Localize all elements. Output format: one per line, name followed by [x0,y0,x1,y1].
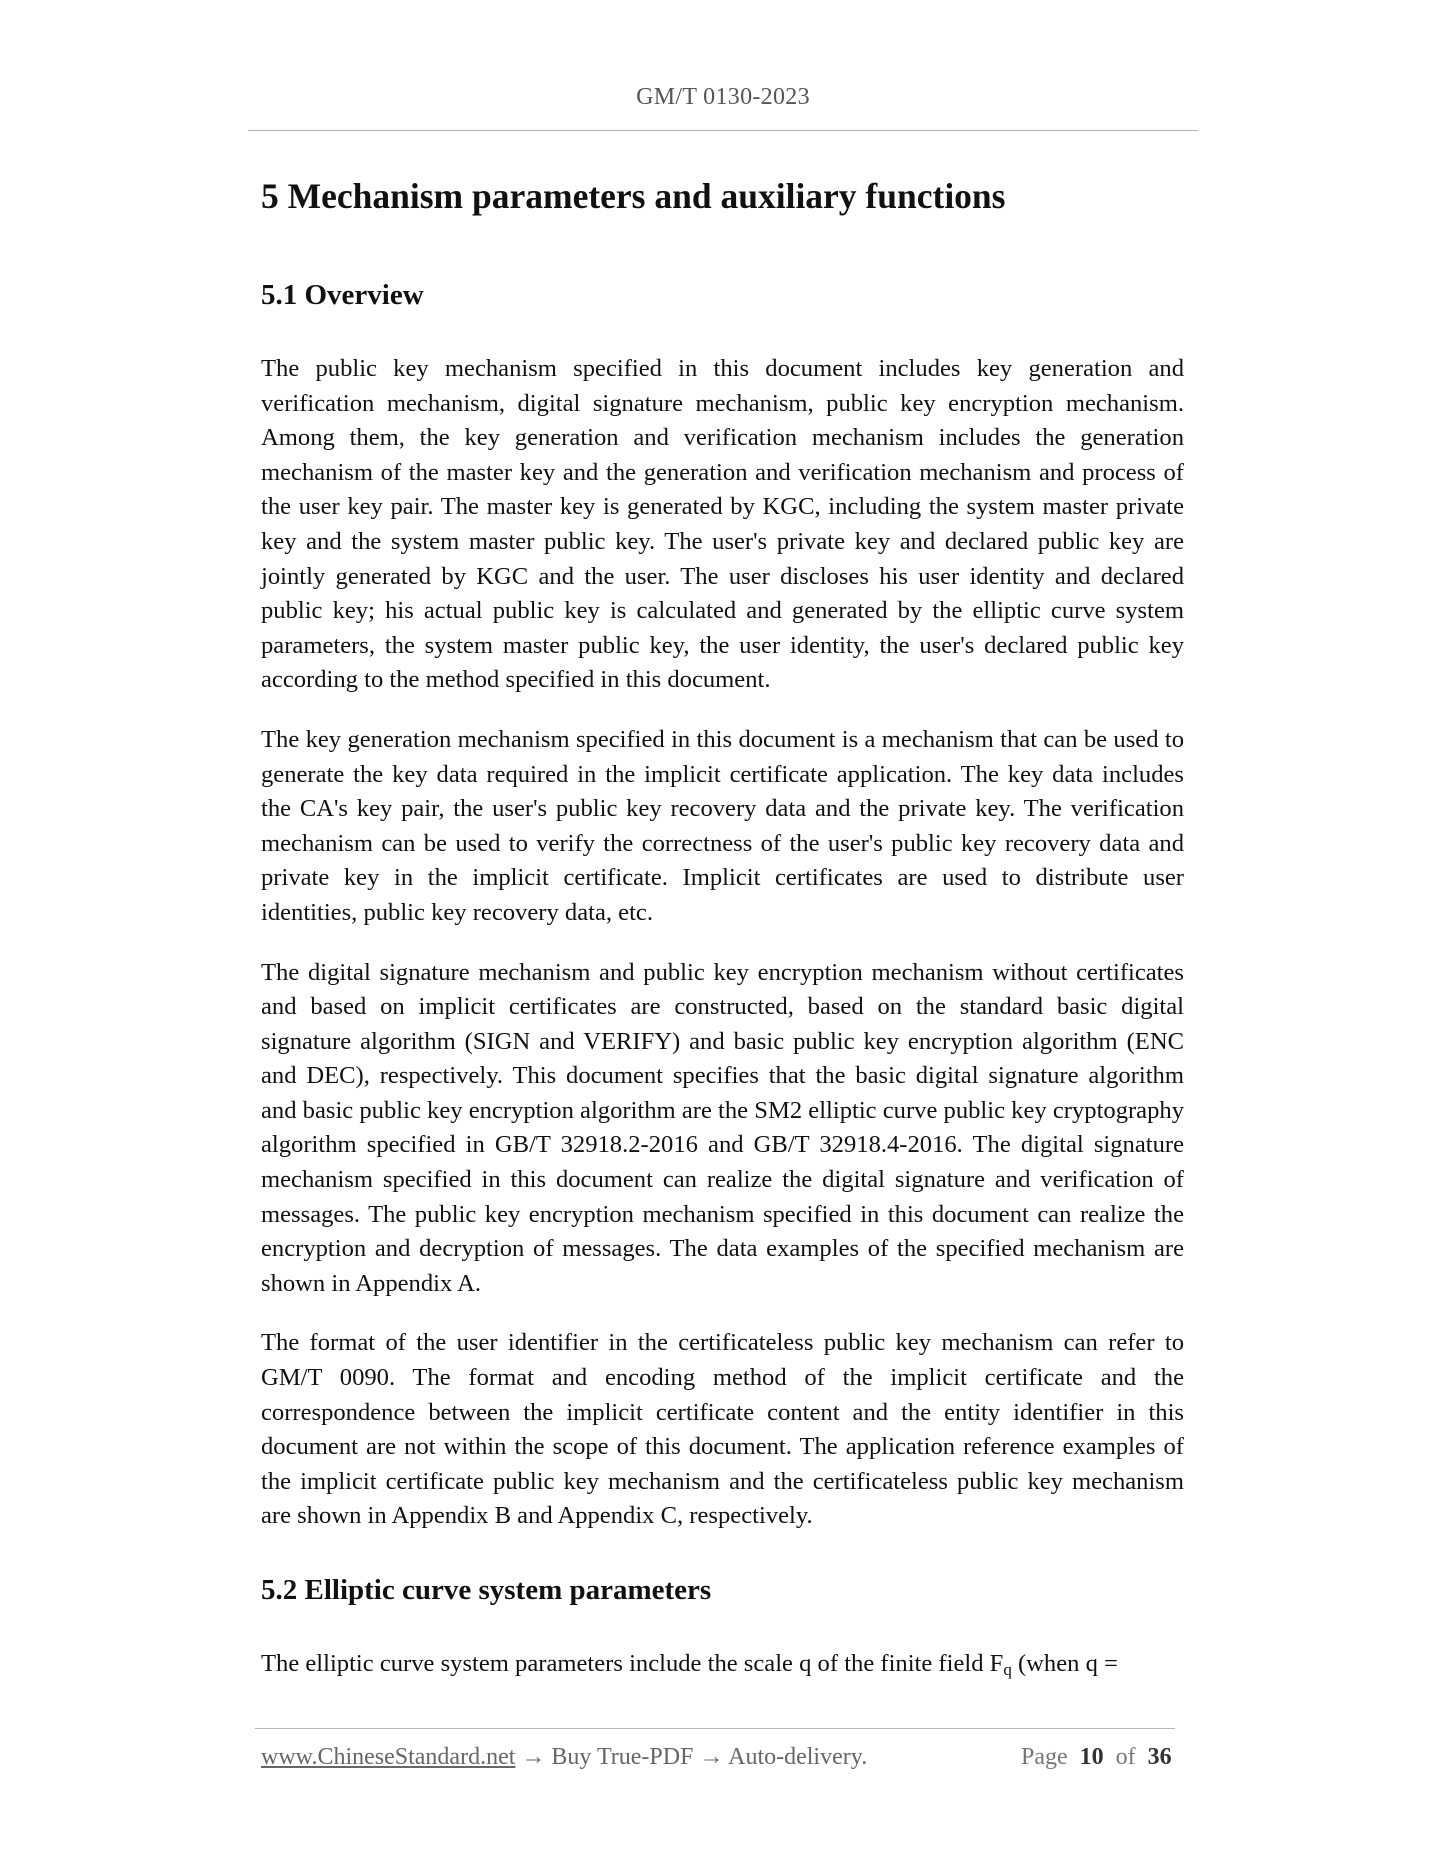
subsection-title-overview: 5.1 Overview [261,279,424,311]
running-header: GM/T 0130-2023 [636,84,810,110]
paragraph: The digital signature mechanism and public key encryption mechanism without certificates and based on implicit certificates are constructed, based on the standard basic digital signature algorithm (SIGN and VERIFY) and basic public key encryption algorithm (ENC and DEC), respectively. This document specifies that the basic digital signature algorithm and basic public key encryption algorithm are the SM2 elliptic curve public key cryptography algorithm specified in GB/T 32918.2-2016 and GB/T 32918.4-2016. The digital signature mechanism specified in this document can realize the digital signature and verification of messages. The public key encryption mechanism specified in this document can realize the encryption and decryption of messages. The data examples of the specified mechanism are shown in Appendix A. [261,958,1184,1297]
of-label: of [1115,1744,1136,1770]
paragraph: The format of the user identifier in the certificateless public key mechanism can refer to GM/T 0090. The format and encoding method of the implicit certificate and the correspondence between the implicit certificate content and the entity identifier in this document are not within the scope of this document. The application reference examples of the implicit certificate public key mechanism and the certificateless public key mechanism are shown in Appendix B and Appendix C, respectively. [261,1329,1184,1530]
paragraph: The key generation mechanism specified in this document is a mechanism that can be used to generate the key data required in the implicit certificate application. The key data includes the CA's key pair, the user's public key recovery data and the private key. The verification mechanism can be used to verify the correctness of the user's public key recovery data and private key in the implicit certificate. Implicit certificates are used to distribute user identities, public key recovery data, etc. [261,725,1184,926]
paragraph: The public key mechanism specified in this document includes key generation and verification mechanism, digital signature mechanism, public key encryption mechanism. Among them, the key generation and verification mechanism includes the generation mechanism of the master key and the generation and verification mechanism and process of the user key pair. The master key is generated by KGC, including the system master private key and the system master public key. The user's private key and declared public key are jointly generated by KGC and the user. The user discloses his user identity and declared public key; his actual public key is calculated and generated by the elliptic curve system parameters, the system master public key, the user identity, the user's declared public key according to the method specified in this document. [261,355,1184,694]
paragraph-text-end: (when q = [1011,1650,1118,1677]
current-page: 10 [1079,1744,1104,1770]
header-divider [248,130,1198,131]
footer-promo [261,1744,867,1771]
field-subscript: q [1003,1660,1012,1679]
page-content [261,168,1184,1688]
footer-divider [255,1728,1175,1729]
page-number [1021,1744,1172,1771]
page-label: Page [1021,1744,1068,1770]
section-title: 5 Mechanism parameters and auxiliary functions [261,176,1006,216]
footer-promo-text: → Buy True-PDF → Auto-delivery. [515,1744,868,1770]
paragraph-text-start: The elliptic curve system parameters include the scale q of the finite field F [261,1650,1004,1677]
total-pages: 36 [1147,1744,1172,1770]
subsection-title-elliptic-curve: 5.2 Elliptic curve system parameters [261,1574,712,1606]
paragraph-elliptic-curve [261,1647,1184,1688]
site-link[interactable]: www.ChineseStandard.net [261,1744,516,1770]
